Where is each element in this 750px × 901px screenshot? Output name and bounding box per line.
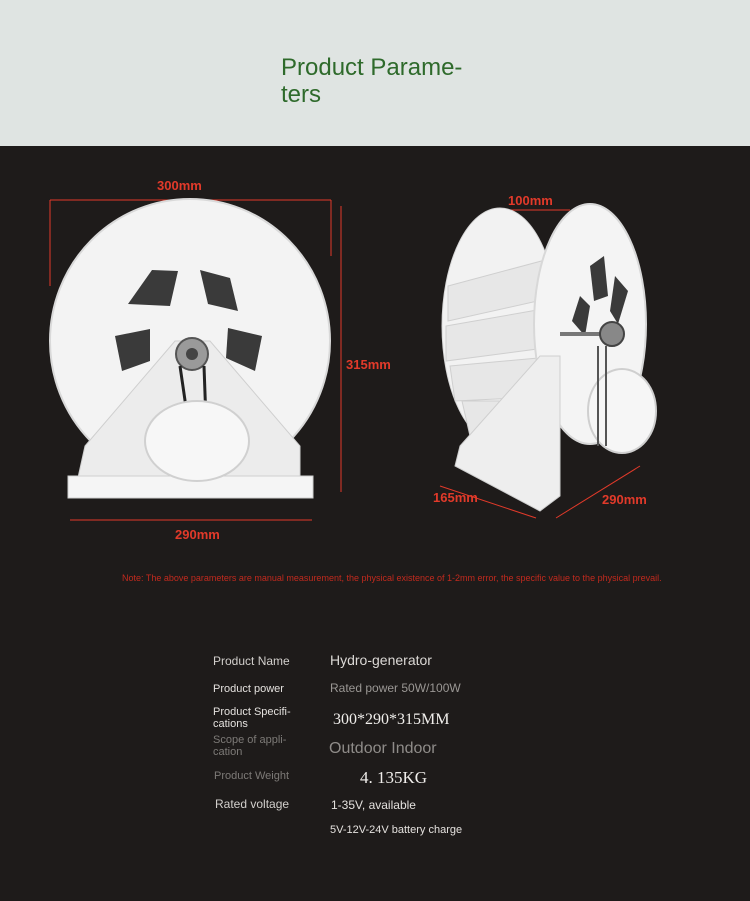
param-label-power: Product power (213, 683, 284, 695)
param-value-specifications: 300*290*315MM (333, 711, 450, 728)
side-base-label: 290mm (602, 492, 647, 507)
measurement-note: Note: The above parameters are manual measurement, the physical existence of 1-2mm error, the specific value to the physical prevail. (122, 573, 662, 583)
front-width-label: 300mm (157, 178, 202, 193)
header-band (0, 0, 750, 146)
front-height-label: 315mm (346, 357, 391, 372)
param-value-weight: 4. 135KG (360, 768, 428, 787)
param-value-voltage: 1-35V, available (331, 798, 416, 812)
product-figure (0, 146, 750, 566)
page-title: Product Parame- ters (281, 54, 463, 108)
param-label-voltage: Rated voltage (215, 797, 290, 811)
side-top-label: 100mm (508, 193, 553, 208)
param-value-name: Hydro-generator (330, 652, 432, 668)
param-value-power: Rated power 50W/100W (330, 681, 461, 695)
param-value-scope: Outdoor Indoor (329, 740, 437, 757)
param-label-scope: Scope of appli- cation (213, 734, 287, 758)
param-label-weight: Product Weight (214, 770, 290, 782)
param-label-name: Product Name (213, 654, 290, 668)
front-base-label: 290mm (175, 527, 220, 542)
param-label-specifications: Product Specifi- cations (213, 706, 291, 730)
side-depth-label: 165mm (433, 490, 478, 505)
param-value-battery: 5V-12V-24V battery charge (330, 824, 463, 836)
